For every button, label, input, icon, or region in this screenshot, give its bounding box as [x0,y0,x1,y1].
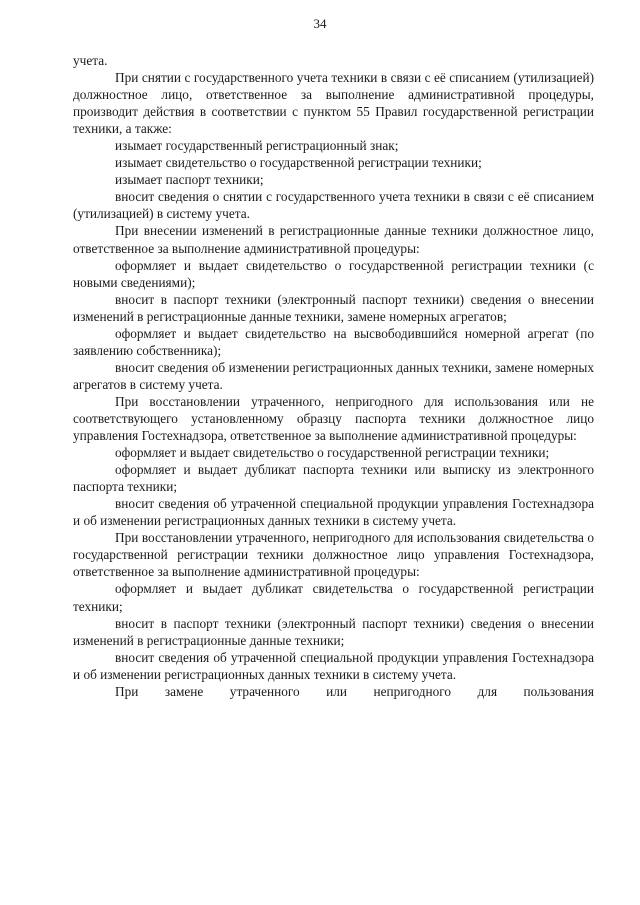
paragraph: изымает свидетельство о государственной регистрации техники; [115,155,482,171]
document-body [73,52,594,700]
paragraph: изымает паспорт техники; [115,172,264,188]
paragraph: оформляет и выдает дубликат паспорта техники или выписку из электронного паспорта техники; [73,462,594,495]
paragraph: оформляет и выдает свидетельство о государственной регистрации техники (с новыми сведениями); [73,257,594,290]
paragraph: вносит сведения о снятии с государственного учета техники в связи с её списанием (утилизацией) в систему учета. [73,189,594,222]
paragraph: При восстановлении утраченного, непригодного для использования свидетельства о государственной регистрации техники должностное лицо управления Гостехнадзора, ответственное за выполнение административной процедуры: [73,530,594,580]
paragraph: оформляет и выдает свидетельство о государственной регистрации техники; [115,445,550,461]
paragraph: вносит сведения об изменении регистрационных данных техники, замене номерных агрегатов в систему учета. [73,359,594,392]
paragraph: При внесении изменений в регистрационные данные техники должностное лицо, ответственное за выполнение административной процедуры: [73,223,594,256]
paragraph: оформляет и выдает свидетельство на высвободившийся номерной агрегат (по заявлению собственника); [73,325,594,358]
paragraph: При восстановлении утраченного, непригодного для использования или не соответствующего установленному образцу паспорта техники должностное лицо управления Гостехнадзора, ответственное за выполнение административной процедуры: [73,393,594,444]
paragraph: При замене утраченного или непригодного для пользования [115,683,594,699]
paragraph: изымает государственный регистрационный знак; [115,138,399,154]
paragraph: вносит в паспорт техники (электронный паспорт техники) сведения о внесении изменений в регистрационные данные техники; [73,615,594,648]
paragraph: учета. [73,53,108,68]
page-number: 34 [313,16,327,31]
paragraph: вносит сведения об утраченной специальной продукции управления Гостехнадзора и об изменении регистрационных данных техники в систему учета. [73,649,594,682]
paragraph: вносит сведения об утраченной специальной продукции управления Гостехнадзора и об изменении регистрационных данных техники в систему учета. [73,496,594,529]
paragraph: При снятии с государственного учета техники в связи с её списанием (утилизацией) должностное лицо, ответственное за выполнение административной процедуры, производит действия в соответствии с пунктом 55 Правил государственной регистрации техники, а также: [73,70,594,137]
paragraph: вносит в паспорт техники (электронный паспорт техники) сведения о внесении изменений в регистрационные данные техники, замене номерных агрегатов; [73,291,594,324]
paragraph: оформляет и выдает дубликат свидетельства о государственной регистрации техники; [73,581,594,614]
